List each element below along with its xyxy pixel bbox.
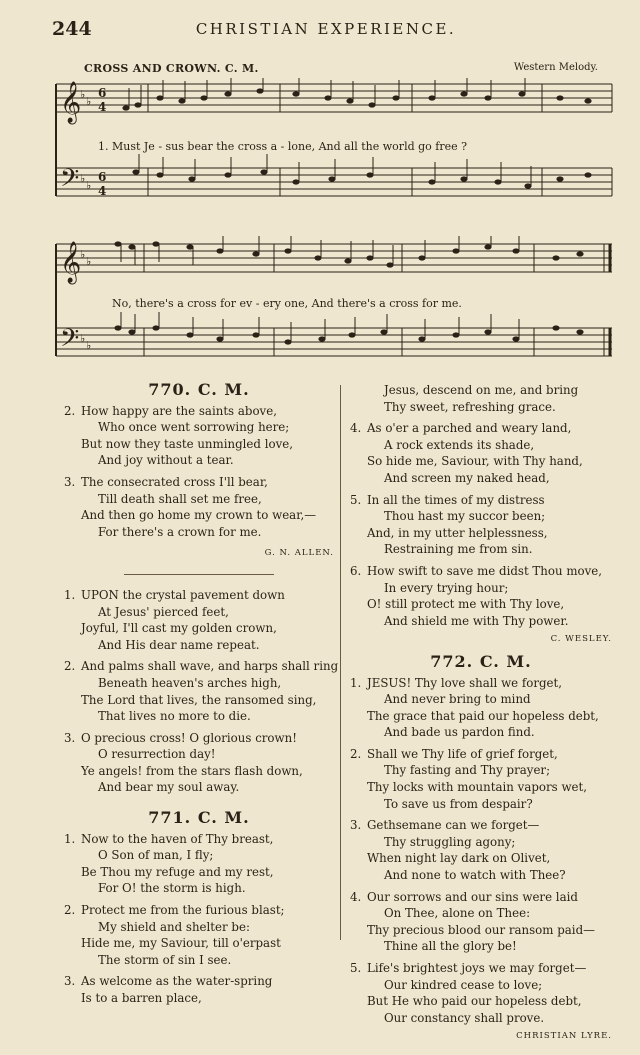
svg-text:♭: ♭ [80,248,86,261]
stanza-number: 4. [350,421,362,436]
verse-line: The Lord that lives, the ransomed sing, [81,692,317,707]
verse-line: On Thee, alone on Thee: [384,906,531,921]
hymn-771-stanza-2 [64,902,334,968]
verse-line: And shield me with Thy power. [384,613,569,628]
verse-line: Now to the haven of Thy breast, [81,831,274,846]
lyrics-line-2: No, there's a cross for ev - ery one, And there's a cross for me. [112,297,462,310]
svg-text:♭: ♭ [80,172,86,185]
verse-line: Our kindred cease to love; [384,977,543,992]
svg-text:♭: ♭ [86,339,92,352]
verse-line: Thy struggling agony; [384,834,516,849]
verse-line: Till death shall set me free, [98,491,262,506]
hymn-770b-stanza-1 [64,587,334,653]
verse-line: Hide me, my Saviour, till o'erpast [81,936,281,951]
verse-line: How happy are the saints above, [81,403,277,418]
verse-line: Restraining me from sin. [384,542,533,557]
hymn-770-author: G. N. ALLEN. [264,548,334,559]
verse-line: Gethsemane can we forget— [367,818,540,833]
verse-line: Beneath heaven's arches high, [98,675,282,690]
verse-line: And joy without a tear. [98,453,234,468]
verse-line: Thy precious blood our ransom paid— [367,922,595,937]
verse-line: Thy locks with mountain vapors wet, [367,780,588,795]
page-number: 244 [52,18,92,40]
verse-line: And then go home my crown to wear,— [81,508,317,523]
hymn-770b-stanza-2 [64,658,339,724]
stanza-number: 5. [350,961,362,975]
lyrics-line-1: 1. Must Je - sus bear the cross a - lone, And all the world go free ? [98,140,468,153]
svg-text:6: 6 [98,170,107,184]
left-column [64,380,339,1012]
hymn-771-heading: 771. C. M. [148,808,250,828]
verse-line: Joyful, I'll cast my golden crown, [81,621,277,636]
verse-line: When night lay dark on Olivet, [367,851,551,866]
verse-line: O resurrection day! [98,747,216,762]
verse-line: In all the times of my distress [367,492,545,507]
verse-line: But now they taste unmingled love, [81,436,293,451]
verse-line: O precious cross! O glorious crown! [81,730,297,745]
verse-line: Thy fasting and Thy prayer; [384,763,551,778]
running-title: CHRISTIAN EXPERIENCE. [195,20,457,38]
hymn-771-stanza-6 [350,563,612,629]
page-header [52,18,600,40]
verse-line: Thy sweet, refreshing grace. [384,399,556,414]
hymn-771-stanza-5 [350,492,612,558]
hymn-772-heading: 772. C. M. [430,651,532,671]
svg-text:4: 4 [98,184,107,198]
hymn-772-stanza-4 [350,889,612,955]
verse-line: So hide me, Saviour, with Thy hand, [367,454,583,469]
verse-line: UPON the crystal pavement down [81,587,285,602]
verse-line: For there's a crown for me. [98,524,262,539]
svg-text:𝄞: 𝄞 [60,82,82,123]
hymn-770-stanza-3 [64,474,334,540]
hymn-771-stanza-1 [64,831,334,897]
verse-line: And palms shall wave, and harps shall ring [81,659,339,674]
verse-line: Thou hast my succor been; [384,509,546,524]
verse-line: And bear my soul away. [98,780,240,795]
stanza-number: 1. [64,587,76,602]
stanza-number: 1. [64,831,76,846]
verse-line: Ye angels! from the stars flash down, [81,763,303,778]
svg-text:♭: ♭ [80,332,86,345]
verse-line: The storm of sin I see. [98,952,232,967]
svg-text:♭: ♭ [86,179,92,192]
hymn-772-stanza-2 [350,746,612,812]
verse-line: At Jesus' pierced feet, [98,604,229,619]
verse-line: Protect me from the furious blast; [81,903,285,918]
tune-source: Western Melody. [513,62,598,73]
verse-line: For O! the storm is high. [98,881,246,896]
hymn-771-stanza-3 [64,973,334,1006]
verse-line: Thine all the glory be! [384,939,517,954]
verse-line: My shield and shelter be: [98,919,250,934]
stanza-number: 3. [64,474,76,489]
hymn-770-stanza-2 [64,403,334,469]
svg-text:♭: ♭ [86,95,92,108]
stanza-number: 2. [64,903,76,918]
stanza-number: 6. [350,563,362,578]
right-column [350,382,612,1055]
verse-line: O! still protect me with Thy love, [367,597,565,612]
verse-line: The grace that paid our hopeless debt, [367,708,599,723]
verse-line: That lives no more to die. [98,709,251,724]
tune-title: CROSS AND CROWN. C. M. [84,62,259,75]
verse-line: But He who paid our hopeless debt, [367,994,582,1009]
verse-line: As o'er a parched and weary land, [367,421,572,436]
hymn-772-stanza-1 [350,675,612,741]
svg-text:♭: ♭ [86,255,92,268]
hymn-771-author: C. WESLEY. [550,634,612,645]
verse-line: Shall we Thy life of grief forget, [367,746,558,761]
stanza-number: 3. [64,730,76,745]
hymn-772-author: CHRISTIAN LYRE. [516,1031,612,1042]
section-separator [124,574,274,575]
svg-text:4: 4 [98,100,107,114]
hymn-772-stanza-3 [350,817,612,883]
verse-line: And never bring to mind [384,692,531,707]
verse-line: Our sorrows and our sins were laid [367,889,578,904]
verse-line: Life's brightest joys we may forget— [367,961,587,975]
verse-line: And, in my utter helplessness, [367,525,548,540]
column-divider [340,385,341,940]
verse-line: In every trying hour; [384,580,509,595]
hymn-772-stanza-5 [350,960,612,1026]
svg-text:♭: ♭ [80,88,86,101]
verse-line: Our constancy shall prove. [384,1010,545,1025]
svg-text:6: 6 [98,86,107,100]
verse-line: The consecrated cross I'll bear, [81,474,268,489]
verse-line: Jesus, descend on me, and bring [384,383,579,397]
verse-line: Be Thou my refuge and my rest, [81,864,274,879]
stanza-number: 3. [64,974,76,989]
verse-line: Who once went sorrowing here; [98,420,290,435]
stanza-number: 2. [350,746,362,761]
verse-line: A rock extends its shade, [384,437,535,452]
stanza-number: 2. [64,403,76,418]
svg-text:𝄢: 𝄢 [60,324,80,359]
verse-line: As welcome as the water-spring [81,974,273,989]
verse-line: And screen my naked head, [384,470,550,485]
verse-line: How swift to save me didst Thou move, [367,563,603,578]
verse-line: JESUS! Thy love shall we forget, [367,675,563,690]
stanza-number: 5. [350,492,362,507]
stanza-number: 4. [350,889,362,904]
verse-line: And none to watch with Thee? [384,868,566,883]
verse-line: O Son of man, I fly; [98,848,214,863]
stanza-number: 1. [350,675,362,690]
verse-line: And bade us pardon find. [384,725,535,740]
hymn-771-stanza-4 [350,420,612,486]
verse-line: To save us from despair? [384,796,533,811]
svg-text:𝄞: 𝄞 [60,242,82,283]
verse-line: And His dear name repeat. [98,637,260,652]
stanza-number: 3. [350,818,362,833]
hymn-770b-stanza-3 [64,730,334,796]
hymn-770-heading: 770. C. M. [148,380,250,399]
verse-line: Is to a barren place, [81,991,202,1005]
svg-text:𝄢: 𝄢 [60,164,80,199]
stanza-number: 2. [64,659,76,674]
